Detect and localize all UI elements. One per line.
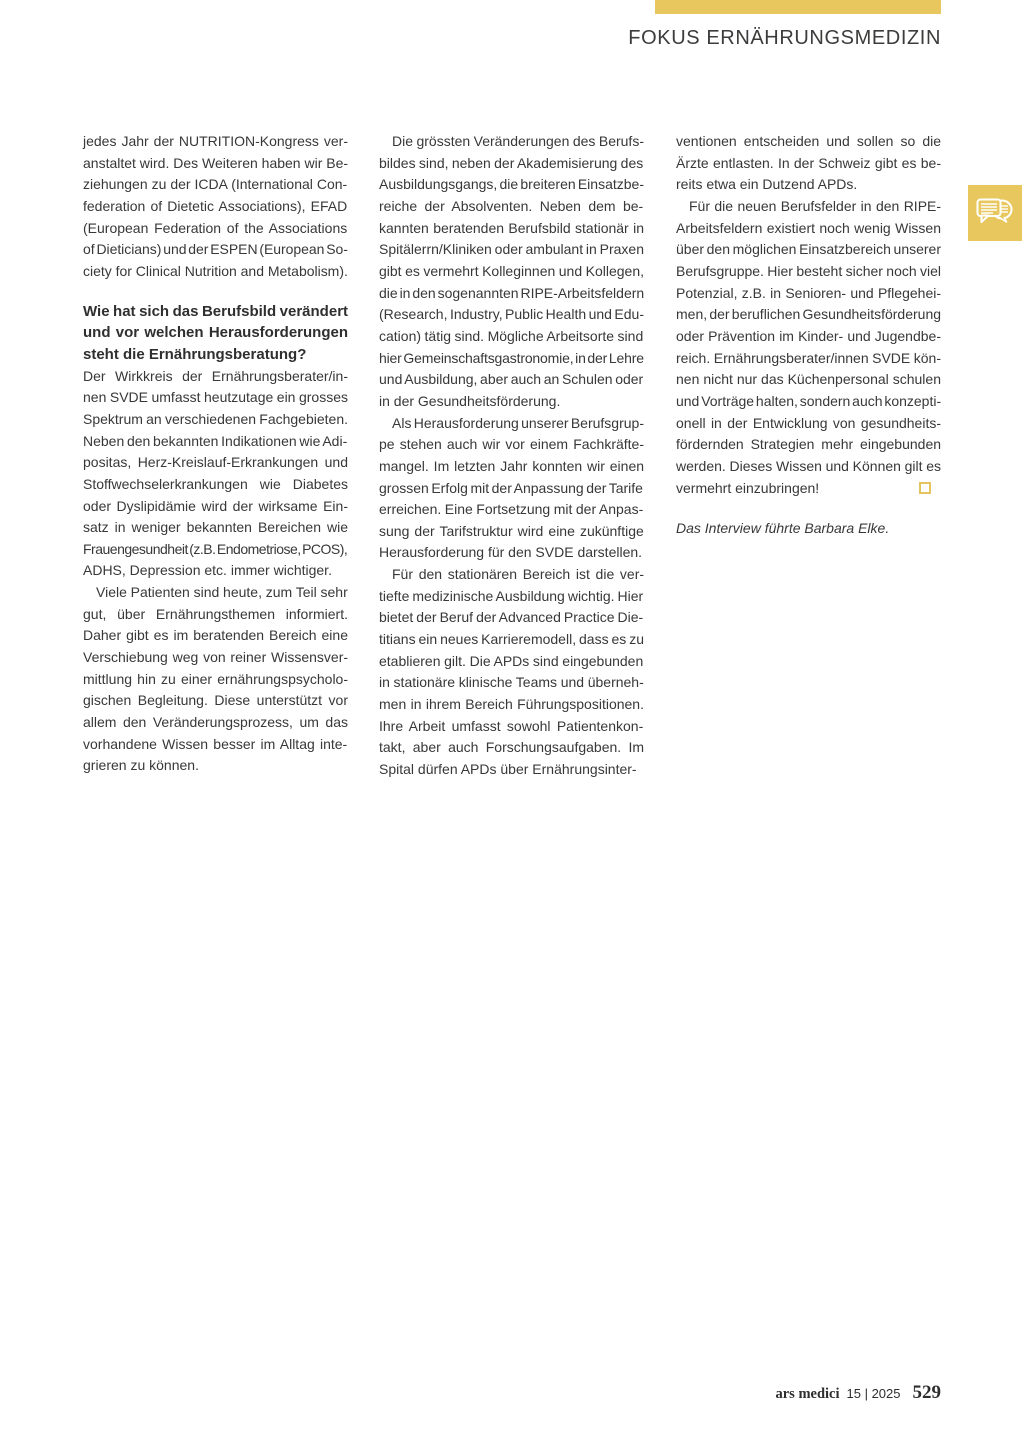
text-line: steht die Ernährungsberatung? [83, 345, 307, 363]
paragraph [379, 413, 644, 565]
text-line: und vor welchen Herausforderungen [83, 324, 349, 342]
page-footer [775, 1382, 941, 1404]
text-line: oder Dyslipidämie wird der wirksame Ein- [83, 497, 348, 514]
text-line: nen nicht nur das Küchenpersonal schulen [676, 371, 941, 388]
text-line: Spektrum an verschiedenen Fachgebieten. [83, 410, 348, 427]
issue-label: 15 | 2025 [846, 1386, 901, 1401]
text-line: mittlung hin zu einer ernährungspsycholo- [83, 670, 349, 687]
text-line: Arbeitsfeldern existiert noch wenig Wissen [676, 219, 942, 236]
text-line: Verschiebung weg von reiner Wissensver- [83, 649, 349, 666]
text-line: pe stehen auch wir vor einem Fachkräfte- [379, 436, 645, 453]
journal-name: ars medici [775, 1386, 840, 1402]
article-body [83, 131, 941, 851]
text-line: Viele Patienten sind heute, zum Teil sehr [96, 584, 348, 601]
text-line: reits etwa ein Dutzend APDs. [676, 176, 858, 193]
text-line: men, der beruflichen Gesundheitsförderung [676, 306, 942, 323]
text-line: titians ein neues Karrieremodell, dass es zu [379, 631, 644, 648]
text-line: vorhandene Wissen besser im Alltag inte- [83, 735, 348, 752]
text-line: Der Wirkkreis der Ernährungsberater/in- [83, 367, 348, 384]
text-line: ventionen entscheiden und sollen so die [676, 133, 942, 149]
text-line: Wie hat sich das Berufsbild verändert [83, 302, 349, 320]
page-number: 529 [912, 1382, 941, 1403]
text-line: in stationäre klinische Teams und überneh- [379, 674, 644, 691]
text-line: jedes Jahr der NUTRITION-Kongress ver- [83, 133, 348, 149]
text-line: Ärzte entlasten. In der Schweiz gibt es be- [676, 154, 941, 171]
text-line: gibt es vermehrt Kolleginnen und Kollegen, [379, 262, 645, 279]
text-line: Berufsgruppe. Hier besteht sicher noch viel [676, 262, 941, 279]
text-line: positas, Herz-Kreislauf-Erkrankungen und [83, 454, 349, 471]
text-line: über den möglichen Einsatzbereich unserer [676, 241, 942, 258]
comments-tab [968, 185, 1022, 241]
text-line: sung der Tarifstruktur wird eine zukünftige [379, 522, 644, 539]
paragraph [83, 366, 348, 583]
text-line: Potenzial, z.B. in Senioren- und Pflegehei- [676, 284, 941, 301]
text-line: vermehrt einzubringen! [676, 478, 941, 500]
text-line: Ausbildungsgangs, die breiteren Einsatzbe- [379, 176, 644, 193]
text-line: Frauengesundheit (z.B. Endometriose, PCOS), [83, 540, 348, 557]
text-line: reich. Ernährungsberater/innen SVDE kön- [676, 349, 942, 366]
paragraph [676, 131, 941, 196]
text-line: und Vorträge halten, sondern auch konzepti- [676, 392, 942, 409]
text-column-2 [379, 131, 644, 781]
text-line: Stoffwechselerkrankungen wie Diabetes [83, 475, 348, 492]
text-line: cation) tätig sind. Mögliche Arbeitsorte sind [379, 327, 644, 344]
paragraph [83, 582, 348, 777]
text-line: ziehungen zu der ICDA (International Con- [83, 176, 348, 193]
text-line: Ihre Arbeit umfasst sowohl Patientenkon- [379, 717, 644, 734]
text-line: (Research, Industry, Public Health und Edu- [379, 306, 644, 323]
text-line: Herausforderung für den SVDE darstellen. [379, 544, 643, 561]
paragraph [379, 564, 644, 781]
text-line: Spital dürfen APDs über Ernährungsinter- [379, 761, 637, 778]
text-line: gut, über Ernährungsthemen informiert. [83, 605, 348, 622]
text-line: Die grössten Veränderungen des Berufs- [392, 133, 644, 149]
text-column-1 [83, 131, 348, 777]
text-line: Spitälerrn/Kliniken oder ambulant in Praxen [379, 241, 644, 258]
paragraph [83, 131, 348, 283]
text-line: hier Gemeinschaftsgastronomie, in der Lehre [379, 349, 644, 366]
section-header: FOKUS ERNÄHRUNGSMEDIZIN [628, 27, 941, 49]
text-line: ADHS, Depression etc. immer wichtiger. [83, 562, 332, 579]
text-line: grieren zu können. [83, 757, 199, 774]
paragraph [379, 131, 644, 413]
text-column-3 [676, 131, 941, 540]
text-line: allem den Veränderungsprozess, um das [83, 714, 349, 731]
text-line: mangel. Im letzten Jahr konnten wir einen [379, 457, 645, 474]
text-line: (European Federation of the Associations [83, 219, 348, 236]
text-line: federation of Dietetic Associations), EFAD [83, 197, 348, 214]
text-line: men in ihrem Bereich Führungspositionen. [379, 696, 644, 713]
text-line: kannten beratenden Berufsbild stationär in [379, 219, 644, 236]
text-line: nen SVDE umfasst heutzutage ein grosses [83, 389, 348, 406]
text-line: onell in der Entwicklung von gesundheits- [676, 414, 941, 431]
text-line: in der Gesundheitsförderung. [379, 392, 561, 409]
question-heading [83, 301, 348, 366]
text-line: takt, aber auch Forschungsaufgaben. Im [379, 739, 645, 756]
speech-bubbles-icon [975, 196, 1015, 230]
text-line: oder Prävention im Kinder- und Jugendbe- [676, 327, 941, 344]
text-line: Für den stationären Bereich ist die ver- [392, 566, 645, 583]
text-line: Neben den bekannten Indikationen wie Adi- [83, 432, 348, 449]
text-line: und Ausbildung, aber auch an Schulen oder [379, 371, 644, 388]
text-line: ciety for Clinical Nutrition and Metabolism). [83, 262, 348, 279]
text-line: werden. Dieses Wissen und Können gilt es [676, 457, 942, 474]
text-line: die in den sogenannten RIPE-Arbeitsfeldern [379, 284, 645, 301]
text-line: bietet der Beruf der Advanced Practice Die- [379, 609, 644, 626]
text-line: Das Interview führte Barbara Elke. [676, 520, 890, 537]
interview-credit [676, 518, 941, 540]
text-line: fördernden Strategien mehr eingebunden [676, 436, 942, 453]
accent-bar [655, 0, 941, 14]
end-of-article-marker [919, 482, 931, 494]
text-line: grossen Erfolg mit der Anpassung der Tarife [379, 479, 643, 496]
text-line: Daher gibt es im beratenden Bereich eine [83, 627, 348, 644]
text-line: etablieren gilt. Die APDs sind eingebunden [379, 652, 644, 669]
text-line: erreichen. Eine Fortsetzung mit der Anpas- [379, 501, 644, 518]
text-line: anstaltet wird. Des Weiteren haben wir Be- [83, 154, 349, 171]
text-line: gischen Begleitung. Diese unterstützt vor [83, 692, 348, 709]
text-line: satz in weniger bekannten Bereichen wie [83, 519, 348, 536]
text-line: Als Herausforderung unserer Berufsgrup- [392, 414, 644, 431]
text-line: Für die neuen Berufsfelder in den RIPE- [689, 197, 942, 214]
text-line: reiche der Absolventen. Neben dem be- [379, 197, 644, 214]
text-line: tiefte medizinische Ausbildung wichtig. Hier [379, 587, 644, 604]
text-line: bildes sind, neben der Akademisierung des [379, 154, 644, 171]
paragraph [676, 196, 941, 499]
text-line: of Dieticians) und der ESPEN (European So- [83, 241, 348, 258]
